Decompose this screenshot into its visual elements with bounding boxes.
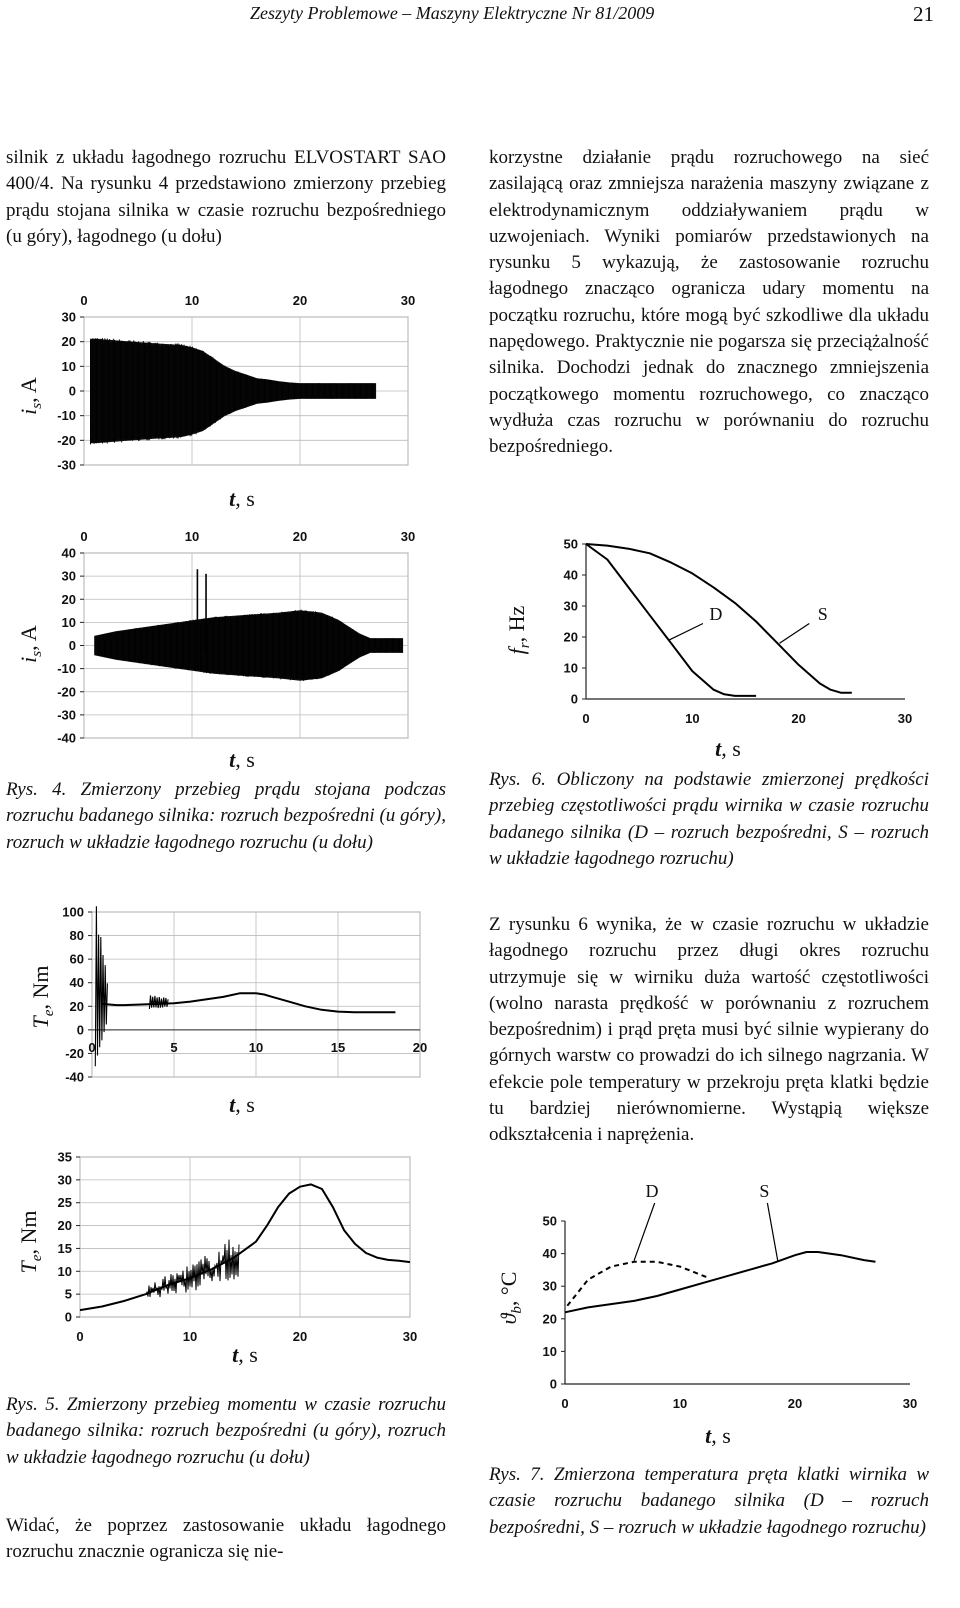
chart-fig4-direct — [0, 280, 450, 520]
y-tick-label: 80 — [69, 928, 84, 944]
series-label-d: D — [645, 1181, 659, 1201]
paragraph-left-bottom: Widać, że poprzez zastosowanie układu łagodnego rozruchu znacznie ogranicza się nie- — [6, 1515, 446, 1563]
series-group — [80, 1184, 410, 1310]
x-tick-label: 30 — [400, 293, 416, 308]
x-tick-label: 20 — [787, 1396, 803, 1411]
y-tick-label: 30 — [542, 1278, 557, 1294]
x-tick-label: 10 — [182, 1329, 198, 1344]
x-tick-label: 20 — [791, 711, 806, 726]
x-tick-label: 10 — [685, 711, 700, 726]
y-tick-label: 10 — [563, 660, 578, 676]
grid — [586, 544, 905, 699]
y-tick-label: 0 — [68, 383, 76, 399]
x-tick-label: 0 — [80, 529, 88, 544]
chart-fig7-bar-temperature — [490, 1178, 930, 1448]
y-tick-label: 5 — [64, 1286, 72, 1302]
y-tick-labels — [543, 1214, 565, 1392]
series-label-d: D — [709, 603, 723, 624]
leader-line-s — [780, 624, 810, 644]
x-tick-label: 0 — [561, 1396, 569, 1411]
y-tick-label: -40 — [65, 1069, 84, 1085]
series-label-s: S — [759, 1181, 770, 1201]
x-tick-label: 10 — [672, 1396, 688, 1411]
torque-oscillation — [95, 906, 107, 1066]
y-axis-label: $ϑ_b$, °C — [496, 1271, 525, 1325]
journal-title: Zeszyty Problemowe – Maszyny Elektryczne Nr 81/2009 — [250, 3, 655, 23]
caption-fig7: Rys. 7. Zmierzona temperatura pręta klatki wirnika w czasie rozruchu badanego silnika (D – rozruch bezpośredni, S – rozruch w układzie łagodnego rozruchu) — [489, 1464, 929, 1538]
series-line-0 — [80, 1184, 410, 1310]
y-tick-labels — [62, 905, 92, 1085]
y-tick-label: -20 — [57, 432, 76, 448]
y-tick-label: 10 — [542, 1343, 557, 1359]
paragraph-right-middle: Z rysunku 6 wynika, że w czasie rozruchu w układzie łagodnego rozruchu przez długi okres rozruchu utrzymuje się w wirniku duża wartość częstotliwości (wolno narasta prędkość w porównaniu z rozruchem bezpośrednim) i prąd pręta musi być silnie wypierany do górnych warstw co prowadzi do ich silnego nagrzania. W efekcie pole temperatury w przekroju pręta klatki będzie tu bardziej nierównomierne. Wystąpią większe odkształcenia i naprężenia. — [489, 914, 929, 1146]
series-group — [91, 338, 376, 444]
grid — [80, 1157, 410, 1317]
x-axis-label: t, s — [229, 486, 255, 511]
series-group — [95, 906, 395, 1066]
x-tick-label: 20 — [292, 529, 308, 544]
y-tick-label: 20 — [69, 998, 84, 1014]
x-axis-label: t, s — [715, 736, 741, 761]
y-tick-label: 25 — [57, 1195, 72, 1211]
x-tick-label: 0 — [88, 1039, 96, 1055]
x-tick-label: 30 — [400, 529, 416, 544]
y-tick-label: 0 — [68, 638, 76, 653]
y-tick-label: 10 — [57, 1263, 72, 1279]
y-tick-label: 0 — [570, 691, 578, 707]
x-tick-labels — [80, 293, 415, 308]
y-tick-label: 20 — [61, 591, 76, 607]
y-tick-label: 30 — [61, 568, 76, 584]
x-tick-labels — [80, 529, 415, 544]
plot-frame — [80, 1157, 410, 1317]
y-axis-label: $i_s$, A — [16, 625, 45, 663]
y-tick-label: 10 — [61, 614, 76, 630]
y-tick-labels — [57, 310, 84, 473]
x-tick-label: 30 — [897, 711, 913, 726]
y-axis-label: $T_e$, Nm — [16, 1210, 45, 1274]
series-line-d — [586, 544, 756, 696]
y-tick-label: -20 — [57, 684, 76, 700]
torque-oscillation — [149, 995, 168, 1009]
x-axis-label: t, s — [232, 1342, 258, 1367]
y-tick-label: 30 — [563, 598, 578, 614]
y-tick-label: 20 — [61, 334, 76, 350]
leader-line-s — [767, 1203, 777, 1261]
y-tick-label: 0 — [64, 1309, 72, 1325]
x-tick-label: 10 — [248, 1039, 264, 1055]
y-tick-label: -30 — [57, 707, 76, 723]
x-tick-label: 15 — [330, 1039, 346, 1055]
y-tick-label: 20 — [563, 629, 578, 645]
x-tick-label: 10 — [184, 529, 200, 544]
y-axis-label: $T_e$, Nm — [28, 965, 57, 1029]
y-tick-labels — [58, 1150, 80, 1325]
y-axis-label: $f_r$, Hz — [504, 605, 533, 655]
y-tick-label: -10 — [57, 661, 76, 677]
y-tick-label: 35 — [57, 1149, 72, 1165]
y-tick-label: 10 — [61, 358, 76, 374]
y-tick-label: 50 — [542, 1213, 557, 1229]
caption-fig6: Rys. 6. Obliczony na podstawie zmierzonej prędkości przebieg częstotliwości prądu wirnika w czasie rozruchu badanego silnika (D – rozruch bezpośredni, S – rozruch w układzie łagodnego rozruchu) — [489, 769, 929, 869]
x-tick-label: 20 — [292, 1329, 308, 1344]
chart-fig4-softstart — [0, 520, 450, 775]
series-group — [586, 544, 852, 696]
series-line-0 — [102, 993, 396, 1012]
y-tick-label: 0 — [76, 1022, 84, 1038]
y-tick-label: 40 — [69, 975, 84, 991]
paragraph-right-intro: korzystne działanie prądu rozruchowego na sieć zasilającą oraz zmniejsza narażenia maszyny związane z elektrodynamicznym oddziaływaniem prądu w uzwojeniach. Wyniki pomiarów przedstawionych na rysunku 5 wykazują, że zastosowanie rozruchu łagodnego znacząco ogranicza udary momentu na początku rozruchu, które mogą być szkodliwe dla układu napędowego. Praktycznie nie pogarsza się przeciążalność silnika. Dochodzi jednak do znacznego zmniejszenia początkowego momentu rozruchowego, co znacząco wydłuża czas rozruchu w porównaniu do rozruchu bezpośredniego. — [489, 147, 929, 458]
y-tick-label: -20 — [65, 1045, 84, 1061]
x-tick-label: 30 — [902, 1396, 918, 1411]
y-tick-label: -40 — [57, 730, 76, 746]
x-tick-label: 20 — [292, 293, 308, 308]
series-label-s: S — [817, 603, 828, 624]
y-tick-labels — [564, 537, 586, 707]
x-tick-labels — [582, 711, 912, 726]
y-tick-label: 0 — [549, 1376, 557, 1392]
y-tick-label: 60 — [69, 951, 84, 967]
page-number: 21 — [913, 2, 934, 26]
caption-fig4: Rys. 4. Zmierzony przebieg prądu stojana podczas rozruchu badanego silnika: rozruch bezpośredni (u góry), rozruch w układzie łagodnego rozruchu (u dołu) — [6, 779, 446, 853]
x-tick-label: 0 — [76, 1329, 84, 1344]
x-tick-label: 10 — [184, 293, 200, 308]
y-tick-label: 30 — [57, 1172, 72, 1188]
running-header — [0, 0, 960, 40]
chart-fig5-direct — [0, 897, 450, 1122]
x-tick-label: 0 — [80, 293, 88, 308]
series-line-s — [565, 1252, 876, 1312]
y-tick-label: 40 — [61, 545, 76, 561]
y-tick-label: 20 — [542, 1311, 557, 1327]
x-axis-label: t, s — [229, 1092, 255, 1117]
y-tick-label: 30 — [61, 309, 76, 325]
y-tick-label: 20 — [57, 1218, 72, 1234]
paragraph-left-intro: silnik z układu łagodnego rozruchu ELVOSTART SAO 400/4. Na rysunku 4 przedstawiono zmierzony przebieg prądu stojana silnika w czasie rozruchu bezpośredniego (u góry), łagodnego (u dołu) — [6, 147, 446, 247]
y-tick-label: 100 — [62, 904, 84, 920]
x-axis-label: t, s — [229, 747, 255, 772]
chart-fig5-softstart — [0, 1142, 450, 1372]
chart-fig6-rotor-frequency — [490, 532, 930, 767]
caption-fig5: Rys. 5. Zmierzony przebieg momentu w czasie rozruchu badanego silnika: rozruch bezpośredni (u góry), rozruch w układzie łagodnego rozruchu (u dołu) — [6, 1394, 446, 1468]
y-tick-label: 50 — [563, 536, 578, 552]
x-tick-label: 5 — [170, 1039, 178, 1055]
x-tick-labels — [561, 1396, 917, 1411]
x-tick-label: 20 — [412, 1039, 428, 1055]
leader-line-d — [669, 624, 703, 641]
y-tick-label: -10 — [57, 408, 76, 424]
x-tick-label: 0 — [582, 711, 590, 726]
y-tick-label: 40 — [542, 1246, 557, 1262]
x-tick-label: 30 — [402, 1329, 418, 1344]
y-tick-label: -30 — [57, 457, 76, 473]
y-tick-labels — [57, 546, 84, 746]
series-group — [565, 1181, 876, 1312]
leader-line-d — [634, 1203, 655, 1261]
series-group — [95, 569, 403, 681]
x-axis-label: t, s — [705, 1423, 731, 1448]
x-tick-labels — [88, 1040, 427, 1055]
y-tick-label: 40 — [563, 567, 578, 583]
y-axis-label: $i_s$, A — [16, 377, 45, 415]
y-tick-label: 15 — [57, 1240, 72, 1256]
